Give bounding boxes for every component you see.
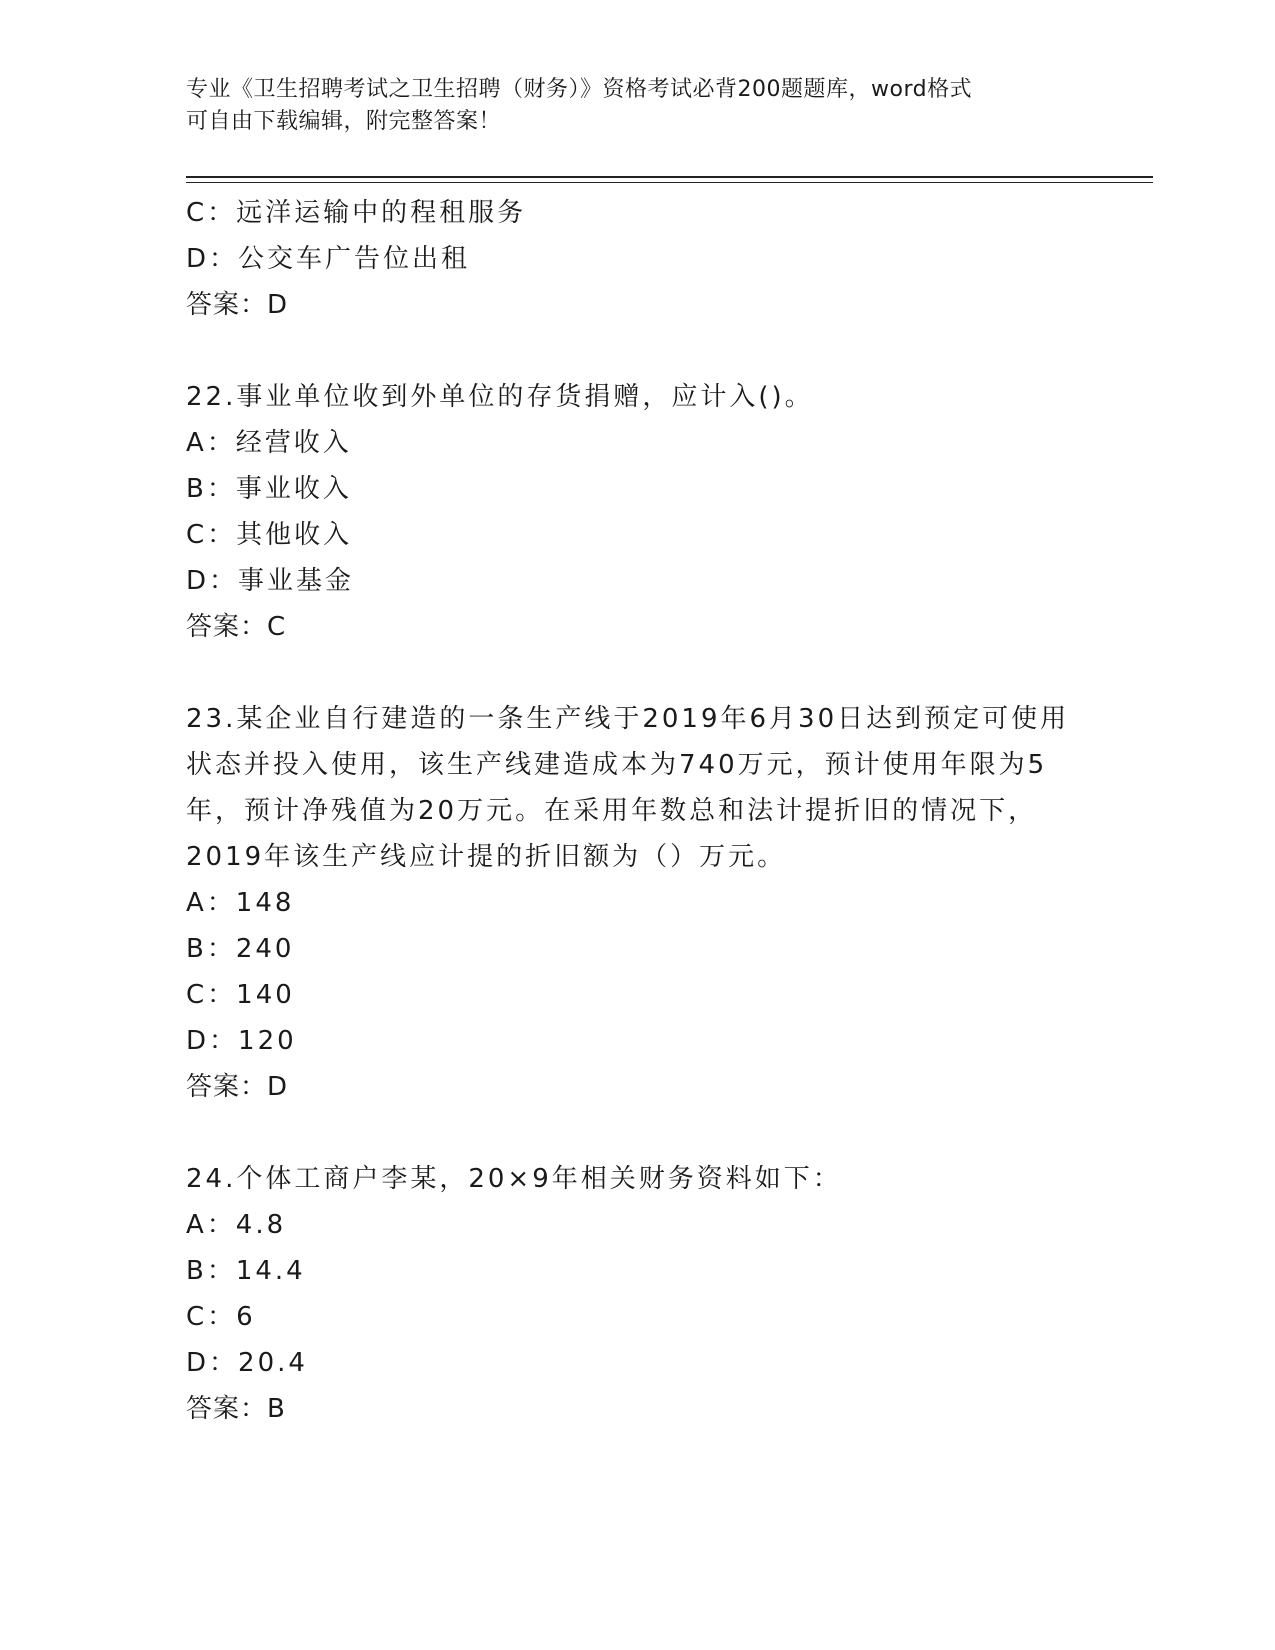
option-c: C：远洋运输中的程租服务 bbox=[186, 198, 527, 228]
option-a: A：经营收入 bbox=[186, 428, 352, 458]
header-divider-thick bbox=[186, 176, 1153, 178]
spacer bbox=[186, 328, 1086, 374]
question-24 bbox=[186, 1156, 1086, 1432]
question-text: 22.事业单位收到外单位的存货捐赠，应计入()。 bbox=[186, 382, 814, 412]
question-text: 24.个体工商户李某，20×9年相关财务资料如下： bbox=[186, 1164, 842, 1194]
option-b: B：事业收入 bbox=[186, 474, 352, 504]
question-text: 23.某企业自行建造的一条生产线于2019年6月30日达到预定可使用 bbox=[186, 704, 1070, 734]
option-b: B：14.4 bbox=[186, 1256, 306, 1286]
header-divider-thin bbox=[186, 182, 1153, 183]
option-a: A：4.8 bbox=[186, 1210, 287, 1240]
answer-line: 答案：B bbox=[186, 1394, 286, 1424]
answer-line: 答案：D bbox=[186, 1072, 289, 1102]
answer-line: 答案：D bbox=[186, 290, 289, 320]
question-list bbox=[186, 190, 1086, 1432]
option-c: C：其他收入 bbox=[186, 520, 353, 550]
question-text: 2019年该生产线应计提的折旧额为（）万元。 bbox=[186, 842, 787, 872]
header-line-1: 专业《卫生招聘考试之卫生招聘（财务）》资格考试必背200题题库，word格式 bbox=[186, 77, 973, 102]
question-22 bbox=[186, 374, 1086, 650]
option-d: D：120 bbox=[186, 1026, 297, 1056]
option-b: B：240 bbox=[186, 934, 295, 964]
question-23 bbox=[186, 696, 1086, 1110]
question-text: 年，预计净残值为20万元。在采用年数总和法计提折旧的情况下， bbox=[186, 796, 1038, 826]
option-a: A：148 bbox=[186, 888, 295, 918]
answer-line: 答案：C bbox=[186, 612, 287, 642]
document-header bbox=[186, 74, 1076, 138]
option-c: C：140 bbox=[186, 980, 295, 1010]
carryover-question bbox=[186, 190, 1086, 328]
spacer bbox=[186, 650, 1086, 696]
option-d: D：事业基金 bbox=[186, 566, 355, 596]
question-text: 状态并投入使用，该生产线建造成本为740万元，预计使用年限为5 bbox=[186, 750, 1048, 780]
header-line-2: 可自由下载编辑，附完整答案！ bbox=[186, 109, 502, 134]
option-c: C：6 bbox=[186, 1302, 256, 1332]
spacer bbox=[186, 1110, 1086, 1156]
option-d: D：20.4 bbox=[186, 1348, 308, 1378]
option-d: D：公交车广告位出租 bbox=[186, 244, 471, 274]
